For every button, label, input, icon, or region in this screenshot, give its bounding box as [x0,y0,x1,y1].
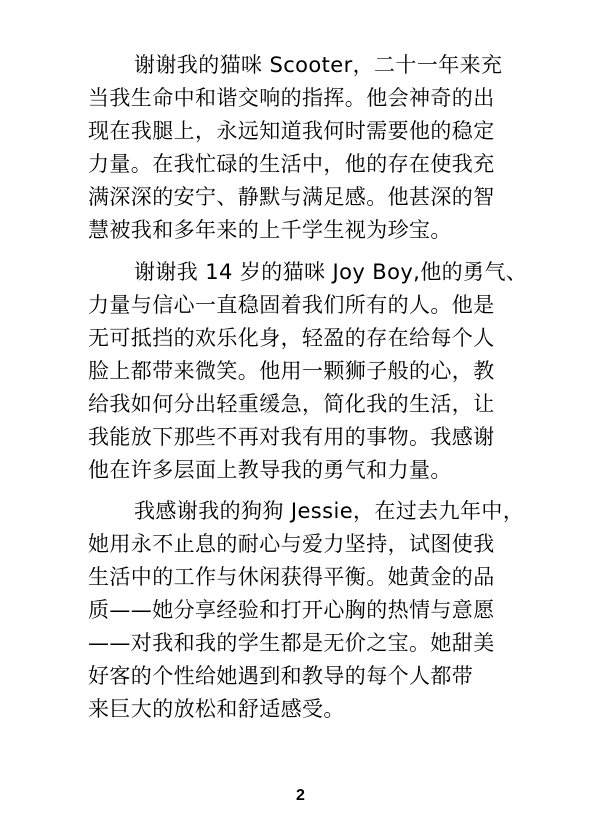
text-line: 生活中的工作与休闲获得平衡。她黄金的品 [88,565,495,589]
page-number: 2 [296,787,305,804]
text-line: 质——她分享经验和打开心胸的热情与意愿 [88,598,495,622]
text-line: ——对我和我的学生都是无价之宝。她甜美 [88,631,495,655]
paragraph-scooter [88,49,528,247]
text-line: 他在许多层面上教导我的勇气和力量。 [88,458,452,482]
text-line: 无可抵挡的欢乐化身，轻盈的存在给每个人 [88,326,495,350]
text-line: 脸上都带来微笑。他用一颗狮子般的心，教 [88,359,495,383]
text-line: 好客的个性给她遇到和教导的每个人都带 [88,664,474,688]
text-line: 我感谢我的狗狗 Jessie，在过去九年中， [134,499,525,523]
text-line: 满深深的安宁、静默与满足感。他甚深的智 [88,185,495,209]
paragraph-jessie [88,495,528,726]
text-line: 当我生命中和谐交响的指挥。他会神奇的出 [88,86,495,110]
text-line: 来巨大的放松和舒适感受。 [88,697,345,721]
text-line: 谢谢我 14 岁的猫咪 Joy Boy,他的勇气、 [134,260,528,284]
text-line: 给我如何分出轻重缓急，简化我的生活，让 [88,392,495,416]
text-line: 现在我腿上，永远知道我何时需要他的稳定 [88,119,495,143]
paragraph-joy-boy [88,256,528,487]
text-line: 力量与信心一直稳固着我们所有的人。他是 [88,293,495,317]
text-line: 她用永不止息的耐心与爱力坚持，试图使我 [88,532,495,556]
text-line: 力量。在我忙碌的生活中，他的存在使我充 [88,152,495,176]
text-line: 慧被我和多年来的上千学生视为珍宝。 [88,218,452,242]
text-line: 谢谢我的猫咪 Scooter，二十一年来充 [134,53,503,77]
text-line: 我能放下那些不再对我有用的事物。我感谢 [88,425,495,449]
